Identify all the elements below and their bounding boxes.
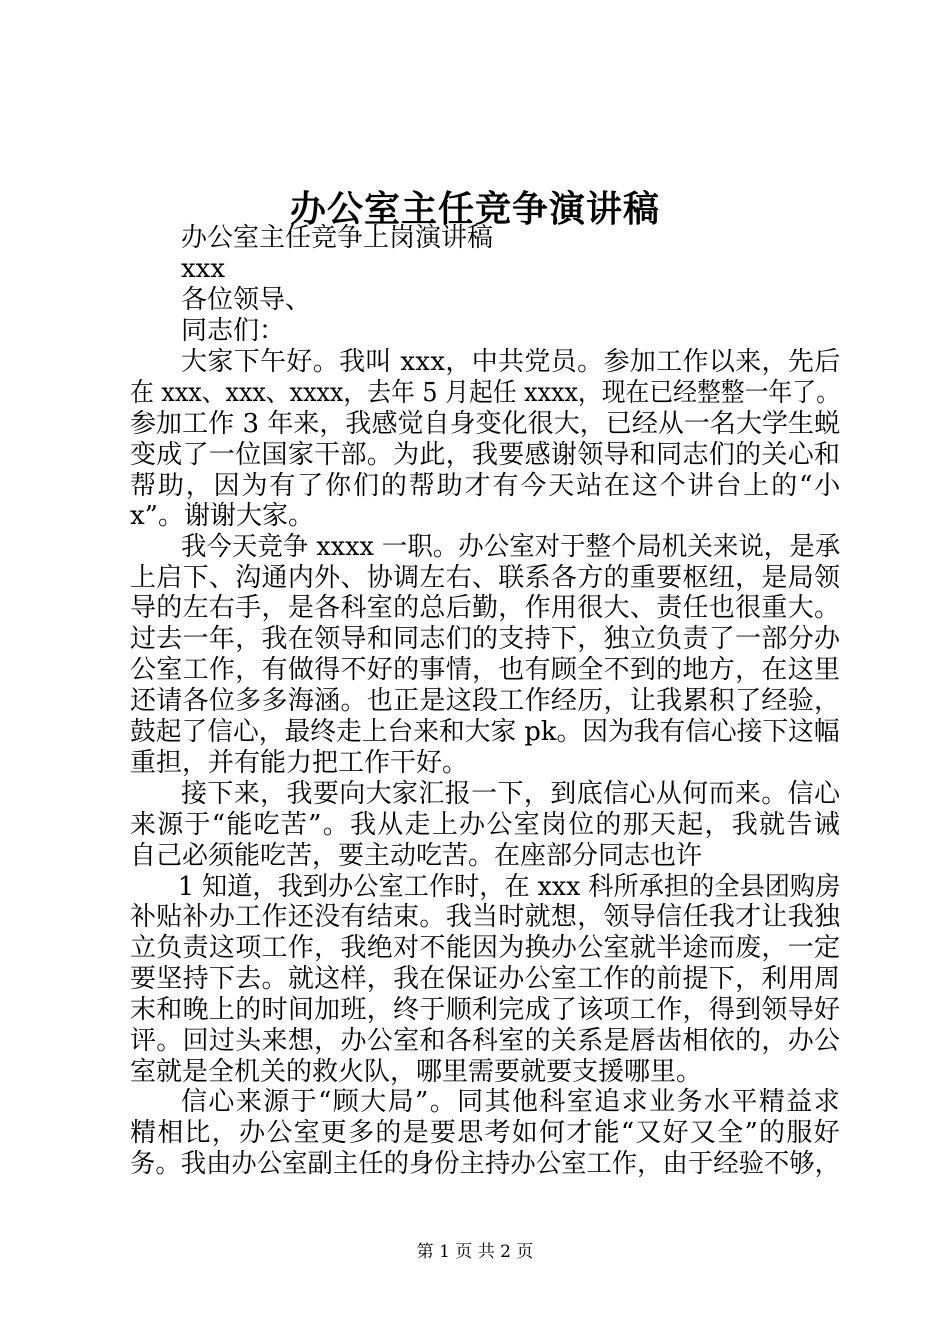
body-text-line: 1 知道，我到办公室工作时，在 xxx 科所承担的全县团购房 xyxy=(178,872,841,902)
author-line: xxx xyxy=(181,254,225,284)
body-text-line: 在 xxx、xxx、xxxx，去年 5 月起任 xxxx，现在已经整整一年了。 xyxy=(130,378,840,408)
body-text-line: x”。谢谢大家。 xyxy=(130,501,314,531)
salutation-line: 同志们： xyxy=(181,316,286,346)
document-title: 办公室主任竞争演讲稿 xyxy=(289,188,660,230)
body-text-line: 信心来源于“顾大局”。同其他科室追求业务水平精益求 xyxy=(181,1087,842,1117)
body-text-line: 精相比，办公室更多的是要思考如何才能“又好又全”的服好 xyxy=(130,1118,841,1148)
body-text-line: 重担，并有能力把工作干好。 xyxy=(130,748,469,778)
body-text-line: 补贴补办工作还没有结束。我当时就想，领导信任我才让我独 xyxy=(130,902,841,932)
body-text-line: 要坚持下去。就这样，我在保证办公室工作的前提下，利用周 xyxy=(130,964,841,994)
subtitle-line: 办公室主任竞争上岗演讲稿 xyxy=(181,223,494,253)
body-text-line: 变成了一位国家干部。为此，我要感谢领导和同志们的关心和 xyxy=(130,440,841,470)
body-text-line: 来源于“能吃苦”。我从走上办公室岗位的那天起，我就告诫 xyxy=(130,810,841,840)
body-text-line: 还请各位多多海涵。也正是这段工作经历，让我累积了经验， xyxy=(130,686,841,716)
body-text-line: 参加工作 3 年来，我感觉自身变化很大，已经从一名大学生蜕 xyxy=(130,409,841,439)
salutation-line: 各位领导、 xyxy=(181,285,312,315)
body-text-line: 帮助，因为有了你们的帮助才有今天站在这个讲台上的“小 xyxy=(130,471,843,501)
body-text-line: 上启下、沟通内外、协调左右、联系各方的重要枢纽，是局领 xyxy=(130,563,841,593)
body-text-line: 末和晚上的时间加班，终于顺利完成了该项工作，得到领导好 xyxy=(130,995,841,1025)
body-text-line: 鼓起了信心，最终走上台来和大家 pk。因为我有信心接下这幅 xyxy=(130,717,840,747)
page-footer: 第 1 页 共 2 页 xyxy=(416,1242,534,1262)
body-text-line: 我今天竞争 xxxx 一职。办公室对于整个局机关来说，是承 xyxy=(181,532,841,562)
body-text-line: 自己必须能吃苦，要主动吃苦。在座部分同志也许 xyxy=(130,841,703,871)
body-text-line: 评。回过头来想，办公室和各科室的关系是唇齿相依的，办公 xyxy=(130,1026,841,1056)
body-text-line: 接下来，我要向大家汇报一下，到底信心从何而来。信心 xyxy=(181,779,841,809)
body-text-line: 过去一年，我在领导和同志们的支持下，独立负责了一部分办 xyxy=(130,624,841,654)
body-text-line: 立负责这项工作，我绝对不能因为换办公室就半途而废，一定 xyxy=(130,933,841,963)
body-text-line: 公室工作，有做得不好的事情，也有顾全不到的地方，在这里 xyxy=(130,655,841,685)
body-text-line: 务。我由办公室副主任的身份主持办公室工作，由于经验不够， xyxy=(130,1149,841,1179)
body-text-line: 室就是全机关的救火队，哪里需要就要支援哪里。 xyxy=(130,1057,703,1087)
body-text-line: 导的左右手，是各科室的总后勤，作用很大、责任也很重大。 xyxy=(130,593,841,623)
body-text-line: 大家下午好。我叫 xxx，中共党员。参加工作以来，先后 xyxy=(181,347,841,377)
